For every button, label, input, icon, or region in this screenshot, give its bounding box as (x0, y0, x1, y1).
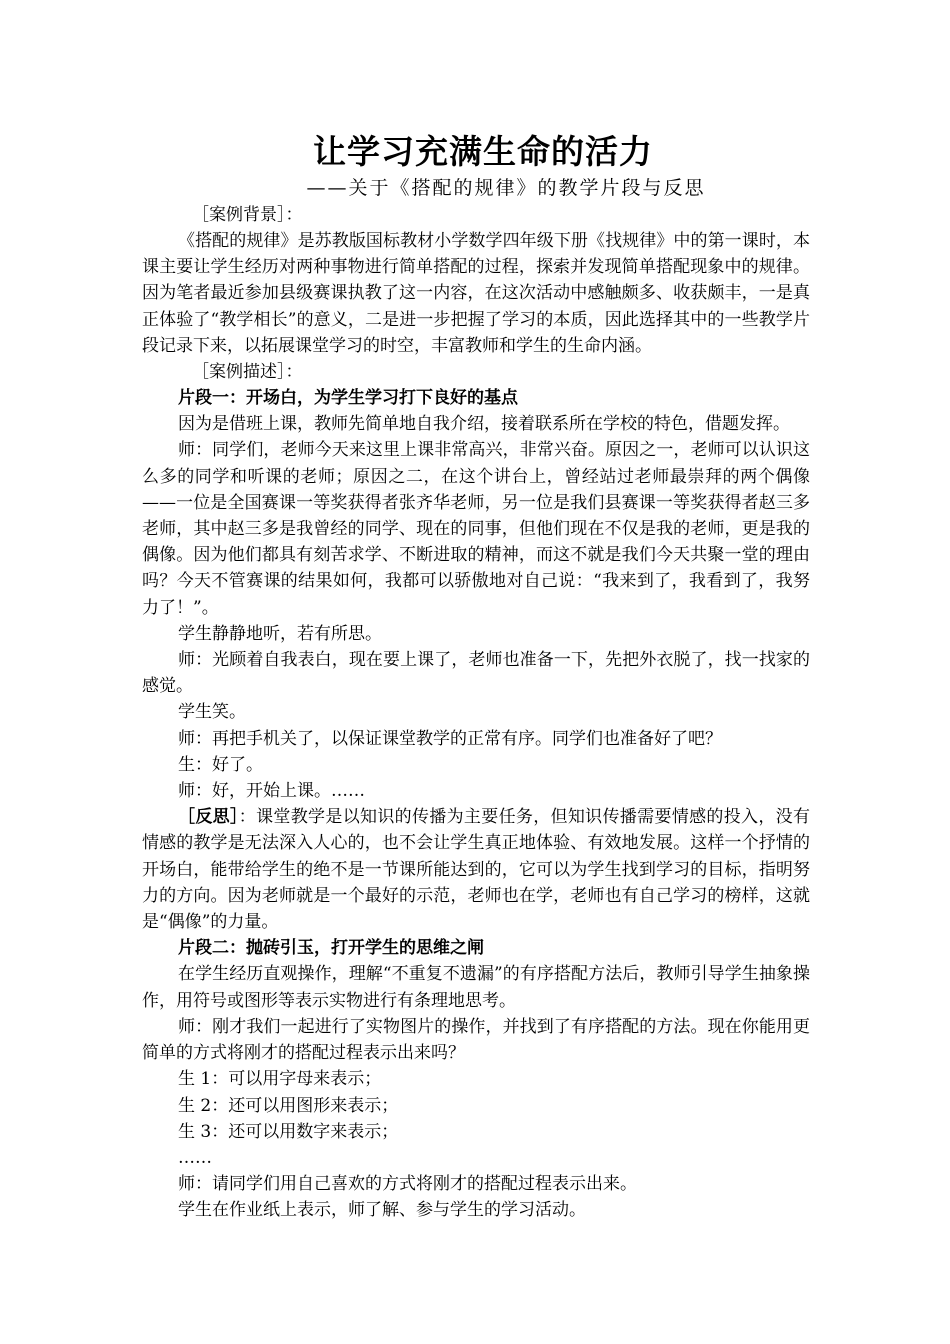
segment-two-heading: 片段二：抛砖引玉，打开学生的思维之闸 (178, 938, 484, 959)
paragraph: 师：同学们，老师今天来这里上课非常高兴，非常兴奋。原因之一，老师可以认识这么多的同学和听课的老师；原因之二，在这个讲台上，曾经站过老师最崇拜的两个偶像——一位是全国赛课一等奖获得者张齐华老师，另一位是我们县赛课一等奖获得者赵三多老师，其中赵三多是我曾经的同学、现在的同事，但他们现在不仅是我的老师，更是我的偶像。因为他们都具有刻苦求学、不断进取的精神，而这不就是我们今天共聚一堂的理由吗？今天不管赛课的结果如何，我都可以骄傲地对自己说：“我来到了，我看到了，我努力了！”。 (142, 440, 810, 618)
paragraph: 师：好，开始上课。…… (178, 781, 365, 802)
paragraph: 生 3：还可以用数字来表示； (178, 1121, 399, 1142)
segment-one-heading: 片段一：开场白，为学生学习打下良好的基点 (178, 388, 518, 409)
reflection-text: ：课堂教学是以知识的传播为主要任务，但知识传播需要情感的投入，没有情感的教学是无法深入人心的，也不会让学生真正地体验、有效地发展。这样一个抒情的开场白，能带给学生的绝不是一节课所能达到的，它可以为学生找到学习的目标，指明努力的方向。因为老师就是一个最好的示范，老师也在学，老师也有自己学习的榜样，这就是“偶像”的力量。 (142, 807, 811, 933)
paragraph: 师：请同学们用自己喜欢的方式将刚才的搭配过程表示出来。 (178, 1174, 637, 1195)
paragraph: 学生笑。 (178, 702, 246, 723)
reflection-label: ［反思］ (178, 807, 239, 828)
paragraph: 师：刚才我们一起进行了实物图片的操作，并找到了有序搭配的方法。现在你能用更简单的方式将刚才的搭配过程表示出来吗？ (142, 1016, 810, 1064)
paragraph: 在学生经历直观操作，理解“不重复不遗漏”的有序搭配方法后，教师引导学生抽象操作，用符号或图形等表示实物进行有条理地思考。 (142, 964, 810, 1011)
paragraph: 学生在作业纸上表示，师了解、参与学生的学习活动。 (178, 1200, 586, 1221)
case-description-label: ［案例描述］： (192, 362, 303, 383)
case-background-label: ［案例背景］： (192, 205, 303, 225)
case-background-text: 《搭配的规律》是苏教版国标教材小学数学四年级下册《找规律》中的第一课时，本课主要让学生经历对两种事物进行简单搭配的过程，探索并发现简单搭配现象中的规律。因为笔者最近参加县级赛课执教了这一内容，在这次活动中感触颇多、收获颇丰，一是真正体验了“教学相长”的意义，二是进一步把握了学习的本质，因此选择其中的一些教学片段记录下来，以拓展课堂学习的时空，丰富教师和学生的生命内涵。 (142, 231, 810, 356)
paragraph: 师：再把手机关了，以保证课堂教学的正常有序。同学们也准备好了吧？ (178, 728, 722, 749)
paragraph: 生 1：可以用字母来表示； (178, 1069, 382, 1090)
paragraph: …… (178, 1147, 212, 1168)
reflection-paragraph (142, 804, 810, 935)
document-title: 让学习充满生命的活力 (313, 132, 653, 171)
paragraph: 生：好了。 (178, 754, 263, 775)
paragraph: 因为是借班上课，教师先简单地自我介绍，接着联系所在学校的特色，借题发挥。 (178, 414, 790, 435)
paragraph: 学生静静地听，若有所思。 (178, 623, 382, 644)
document-page (142, 130, 810, 1224)
paragraph: 师：光顾着自我表白，现在要上课了，老师也准备一下，先把外衣脱了，找一找家的感觉。 (142, 650, 810, 697)
document-subtitle: ——关于《搭配的规律》的教学片段与反思 (306, 177, 706, 199)
paragraph: 生 2：还可以用图形来表示； (178, 1095, 399, 1116)
